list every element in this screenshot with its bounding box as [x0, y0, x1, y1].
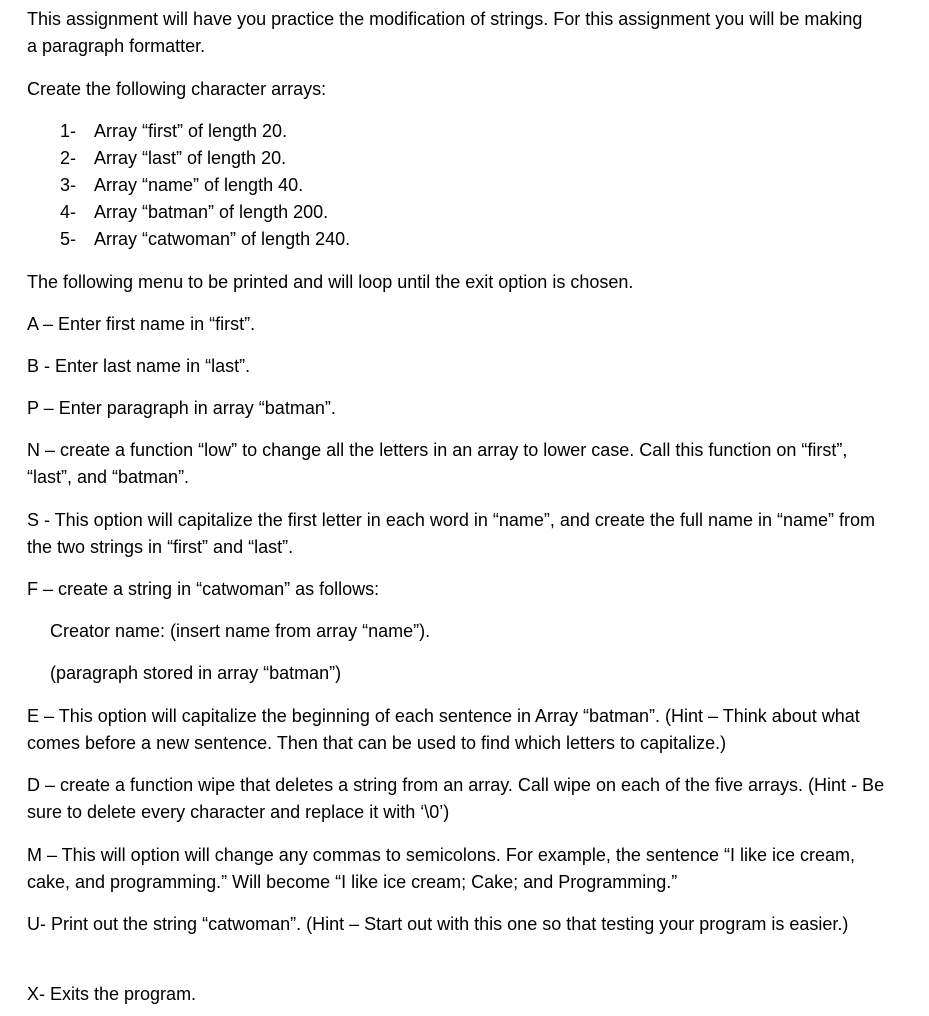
list-item-number: 3- [60, 175, 77, 195]
list-item-text: Array “last” of length 20. [94, 148, 287, 168]
option-e: E – This option will capitalize the beginning of each sentence in Array “batman”. (Hint – Think about what comes before a new sentence. Then that can be used to find which letters to capitalize.) [27, 706, 860, 753]
list-item-number: 4- [60, 202, 77, 222]
option-f: F – create a string in “catwoman” as follows: [27, 579, 380, 599]
list-item-number: 1- [60, 121, 77, 141]
list-item-number: 5- [60, 229, 77, 249]
list-item [27, 118, 350, 145]
list-item [27, 145, 350, 172]
list-item [27, 199, 350, 226]
list-item-text: Array “batman” of length 200. [94, 202, 329, 222]
option-f-paragraph-line: (paragraph stored in array “batman”) [50, 663, 342, 683]
option-n: N – create a function “low” to change all the letters in an array to lower case. Call this function on “first”, “last”, and “batman”. [27, 440, 848, 487]
list-item [27, 226, 350, 253]
option-u: U- Print out the string “catwoman”. (Hint – Start out with this one so that testing your program is easier.) [27, 914, 849, 934]
option-m: M – This will option will change any commas to semicolons. For example, the sentence “I like ice cream, cake, and programming.” Will become “I like ice cream; Cake; and Programming.” [27, 845, 856, 892]
option-b: B - Enter last name in “last”. [27, 356, 251, 376]
arrays-list [27, 118, 350, 253]
list-item-text: Array “catwoman” of length 240. [94, 229, 351, 249]
list-item-text: Array “name” of length 40. [94, 175, 304, 195]
list-item [27, 172, 350, 199]
option-p: P – Enter paragraph in array “batman”. [27, 398, 336, 418]
list-item-text: Array “first” of length 20. [94, 121, 288, 141]
option-f-creator-line: Creator name: (insert name from array “name”). [50, 621, 431, 641]
list-item-number: 2- [60, 148, 77, 168]
create-arrays-heading: Create the following character arrays: [27, 79, 327, 99]
menu-intro: The following menu to be printed and will loop until the exit option is chosen. [27, 272, 634, 292]
option-x: X- Exits the program. [27, 984, 197, 1004]
option-a: A – Enter first name in “first”. [27, 314, 256, 334]
intro-paragraph: This assignment will have you practice the modification of strings. For this assignment you will be making a paragraph formatter. [27, 9, 863, 56]
option-d: D – create a function wipe that deletes a string from an array. Call wipe on each of the five arrays. (Hint - Be sure to delete every character and replace it with ‘\0’) [27, 775, 885, 822]
option-s: S - This option will capitalize the first letter in each word in “name”, and create the full name in “name” from the two strings in “first” and “last”. [27, 510, 876, 557]
